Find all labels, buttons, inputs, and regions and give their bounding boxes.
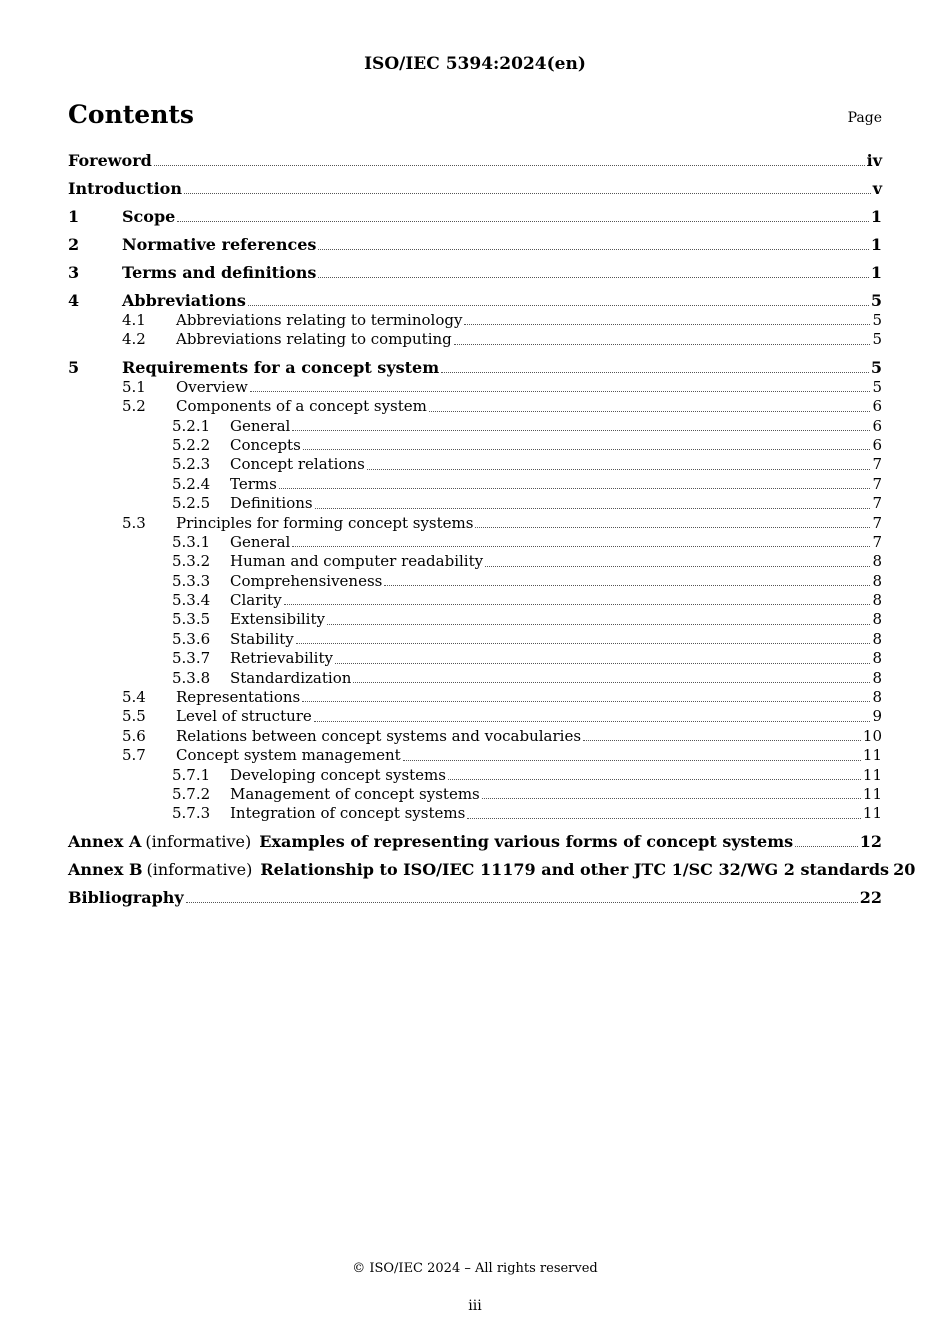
dot-leader bbox=[184, 192, 871, 194]
toc-entry-title: General bbox=[230, 416, 291, 435]
toc-entry-title: Examples of representing various forms of concept systems bbox=[259, 831, 794, 851]
dot-leader bbox=[467, 817, 861, 819]
toc-entry-title: Components of a concept system bbox=[176, 397, 427, 416]
dot-leader bbox=[353, 681, 870, 683]
toc-entry-number: 4.1 bbox=[122, 311, 146, 329]
toc-entry-number: 4.2 bbox=[122, 330, 146, 349]
toc-entry[interactable] bbox=[68, 436, 882, 455]
toc-entry-title: Abbreviations bbox=[122, 291, 246, 310]
toc-entry-number: 5.3.7 bbox=[172, 649, 211, 668]
toc-entry-title: Abbreviations relating to terminology bbox=[176, 311, 463, 329]
annex-type: (informative) bbox=[145, 831, 252, 851]
toc-entry-title: Relationship to ISO/IEC 11179 and other JTC 1/SC 32/WG 2 standards bbox=[260, 859, 890, 879]
dot-leader bbox=[314, 720, 871, 722]
toc-entry[interactable] bbox=[68, 785, 882, 804]
toc-entry-number: 5.2.3 bbox=[172, 455, 211, 474]
toc-entry-title: Terms and definitions bbox=[122, 263, 317, 282]
toc-entry-number: 5.3.1 bbox=[172, 532, 211, 551]
toc-entry-title: Definitions bbox=[230, 494, 313, 513]
toc-entry-number: 5.3 bbox=[122, 513, 146, 532]
toc-entry-number: 1 bbox=[68, 207, 80, 226]
toc-entry-title: Principles for forming concept systems bbox=[176, 513, 474, 532]
toc-entry-page: v bbox=[872, 179, 882, 198]
toc-entry[interactable] bbox=[68, 263, 882, 283]
toc-entry-title: Requirements for a concept system bbox=[122, 357, 440, 377]
dot-leader bbox=[335, 662, 870, 664]
toc-entry-title: Overview bbox=[176, 377, 248, 396]
dot-leader bbox=[292, 429, 870, 431]
toc-entry-title: Relations between concept systems and vocabularies bbox=[176, 726, 582, 745]
dot-leader bbox=[454, 343, 871, 345]
toc-entry-page: 7 bbox=[872, 532, 882, 551]
toc-entry[interactable] bbox=[68, 533, 882, 552]
toc-entry-number: 5.3.4 bbox=[172, 591, 211, 610]
toc-entry-number: 5.2 bbox=[122, 397, 146, 416]
toc-entry-page: 11 bbox=[862, 746, 882, 765]
dot-leader bbox=[296, 642, 871, 644]
toc-entry-number: 5.3.3 bbox=[172, 571, 211, 590]
toc-entry[interactable] bbox=[68, 859, 916, 880]
toc-entry-title: Standardization bbox=[230, 668, 352, 687]
toc-entry[interactable] bbox=[68, 475, 882, 494]
toc-entry[interactable] bbox=[68, 804, 882, 823]
dot-leader bbox=[302, 700, 870, 702]
toc-entry-number: 5.7.2 bbox=[172, 784, 211, 803]
toc-entry-title: Human and computer readability bbox=[230, 552, 484, 571]
toc-entry-page: 22 bbox=[859, 887, 882, 907]
toc-entry-page: 11 bbox=[862, 765, 882, 784]
toc-entry-title: Management of concept systems bbox=[230, 784, 480, 803]
toc-entry[interactable] bbox=[68, 727, 882, 746]
page-column-label: Page bbox=[847, 110, 882, 126]
toc-entry-number: 5.3.8 bbox=[172, 668, 211, 687]
toc-entry[interactable] bbox=[68, 669, 882, 688]
page-number: iii bbox=[468, 1298, 482, 1314]
toc-entry-title: Clarity bbox=[230, 591, 282, 610]
toc-entry[interactable] bbox=[68, 397, 882, 416]
toc-entry-number: 4 bbox=[68, 291, 80, 310]
dot-leader bbox=[441, 371, 869, 373]
toc-entry-number: 5.6 bbox=[122, 726, 146, 745]
toc-entry[interactable] bbox=[68, 358, 882, 378]
toc-entry-page: 8 bbox=[872, 629, 882, 648]
toc-entry[interactable] bbox=[68, 514, 882, 533]
copyright-footer: © ISO/IEC 2024 – All rights reserved bbox=[352, 1261, 598, 1276]
toc-entry-page: 6 bbox=[872, 435, 882, 454]
toc-entry[interactable] bbox=[68, 151, 882, 171]
dot-leader bbox=[177, 220, 869, 222]
toc-entry-page: 5 bbox=[870, 357, 882, 377]
toc-entry-title: Bibliography bbox=[68, 887, 184, 907]
toc-entry[interactable] bbox=[68, 591, 882, 610]
document-id-header: ISO/IEC 5394:2024(en) bbox=[364, 54, 586, 74]
toc-entry-page: 8 bbox=[872, 668, 882, 687]
dot-leader bbox=[248, 304, 869, 306]
toc-entry[interactable] bbox=[68, 330, 882, 349]
dot-leader bbox=[482, 797, 861, 799]
toc-entry-title: Concepts bbox=[230, 435, 301, 454]
toc-entry[interactable] bbox=[68, 417, 882, 436]
toc-entry-title: Concept relations bbox=[230, 455, 365, 474]
toc-entry-page: 5 bbox=[870, 291, 882, 310]
toc-entry-number: 5 bbox=[68, 357, 80, 377]
toc-entry-title: Integration of concept systems bbox=[230, 804, 466, 823]
toc-entry-number: 5.7 bbox=[122, 746, 146, 765]
toc-entry-number: 5.7.3 bbox=[172, 804, 211, 823]
toc-entry-number: 5.7.1 bbox=[172, 765, 211, 784]
toc-entry-title: Concept system management bbox=[176, 746, 401, 765]
dot-leader bbox=[154, 164, 865, 166]
dot-leader bbox=[284, 603, 871, 605]
toc-entry-page: 5 bbox=[872, 311, 882, 329]
toc-entry-number: 5.3.6 bbox=[172, 629, 211, 648]
toc-entry-page: 8 bbox=[872, 649, 882, 668]
toc-entry-title: Foreword bbox=[68, 151, 152, 170]
toc-entry-page: 9 bbox=[872, 707, 882, 726]
toc-entry-page: 7 bbox=[872, 494, 882, 513]
toc-entry-number: 5.2.4 bbox=[172, 474, 211, 493]
dot-leader bbox=[186, 901, 858, 903]
toc-entry-title: Scope bbox=[122, 207, 176, 226]
dot-leader bbox=[403, 759, 861, 761]
toc-entry-page: 10 bbox=[862, 726, 882, 745]
dot-leader bbox=[315, 507, 871, 509]
toc-entry-title: Level of structure bbox=[176, 707, 312, 726]
toc-entry[interactable] bbox=[68, 649, 882, 668]
toc-entry-page: 8 bbox=[872, 610, 882, 629]
dot-leader bbox=[429, 410, 871, 412]
toc-entry-page: 8 bbox=[872, 591, 882, 610]
dot-leader bbox=[292, 545, 870, 547]
toc-entry[interactable] bbox=[68, 207, 882, 227]
dot-leader bbox=[318, 248, 868, 250]
toc-entry-page: 7 bbox=[872, 455, 882, 474]
toc-entry-number: 5.2.2 bbox=[172, 435, 211, 454]
toc-entry-page: 5 bbox=[872, 377, 882, 396]
toc-entry[interactable] bbox=[68, 707, 882, 726]
toc-entry-title: Stability bbox=[230, 629, 294, 648]
toc-entry-title: Extensibility bbox=[230, 610, 325, 629]
toc-entry-page: 11 bbox=[862, 804, 882, 823]
annex-label: Annex A bbox=[68, 831, 142, 851]
dot-leader bbox=[464, 323, 870, 325]
toc-entry[interactable] bbox=[68, 766, 882, 785]
dot-leader bbox=[384, 584, 870, 586]
toc-entry-number: 5.5 bbox=[122, 707, 146, 726]
dot-leader bbox=[279, 487, 871, 489]
toc-entry-number: 5.3.5 bbox=[172, 610, 211, 629]
toc-entry-page: iv bbox=[866, 151, 882, 170]
toc-entry-title: General bbox=[230, 532, 291, 551]
dot-leader bbox=[485, 565, 870, 567]
dot-leader bbox=[327, 623, 870, 625]
toc-entry-page: 7 bbox=[872, 474, 882, 493]
toc-entry-page: 1 bbox=[870, 235, 882, 254]
toc-entry-number: 3 bbox=[68, 263, 80, 282]
toc-entry[interactable] bbox=[68, 494, 882, 513]
toc-entry[interactable] bbox=[68, 179, 882, 199]
toc-entry-number: 5.1 bbox=[122, 377, 146, 396]
toc-entry[interactable] bbox=[68, 235, 882, 255]
toc-entry-page: 6 bbox=[872, 397, 882, 416]
toc-entry-page: 5 bbox=[872, 330, 882, 349]
toc-entry[interactable] bbox=[68, 630, 882, 649]
annex-type: (informative) bbox=[146, 859, 253, 879]
toc-entry-page: 8 bbox=[872, 552, 882, 571]
toc-entry-title: Normative references bbox=[122, 235, 317, 254]
toc-entry[interactable] bbox=[68, 832, 882, 852]
toc-entry[interactable] bbox=[68, 610, 882, 629]
toc-entry[interactable] bbox=[68, 311, 882, 330]
toc-entry-number: 5.2.5 bbox=[172, 494, 211, 513]
contents-heading: Contents bbox=[68, 100, 195, 129]
toc-entry-number: 2 bbox=[68, 235, 80, 254]
dot-leader bbox=[250, 390, 871, 392]
toc-entry-title: Terms bbox=[230, 474, 277, 493]
table-of-contents bbox=[68, 151, 916, 908]
toc-entry-title: Developing concept systems bbox=[230, 765, 446, 784]
dot-leader bbox=[303, 448, 871, 450]
toc-entry[interactable] bbox=[68, 688, 882, 707]
annex-label: Annex B bbox=[68, 859, 143, 879]
toc-entry[interactable] bbox=[68, 378, 882, 397]
toc-entry-page: 7 bbox=[872, 513, 882, 532]
toc-entry-page: 11 bbox=[862, 784, 882, 803]
toc-entry-number: 5.2.1 bbox=[172, 416, 211, 435]
dot-leader bbox=[448, 778, 861, 780]
toc-entry-title: Introduction bbox=[68, 179, 182, 198]
dot-leader bbox=[475, 526, 870, 528]
toc-entry-page: 12 bbox=[859, 831, 882, 851]
toc-entry-title: Comprehensiveness bbox=[230, 571, 383, 590]
dot-leader bbox=[367, 468, 871, 470]
toc-entry[interactable] bbox=[68, 455, 882, 474]
dot-leader bbox=[318, 276, 868, 278]
toc-entry-page: 8 bbox=[872, 688, 882, 707]
dot-leader bbox=[583, 739, 861, 741]
toc-entry-title: Representations bbox=[176, 688, 301, 707]
toc-entry-page: 20 bbox=[893, 859, 916, 879]
toc-entry[interactable] bbox=[68, 572, 882, 591]
toc-entry[interactable] bbox=[68, 746, 882, 765]
toc-entry-page: 1 bbox=[870, 207, 882, 226]
toc-entry-number: 5.3.2 bbox=[172, 552, 211, 571]
toc-entry-page: 8 bbox=[872, 571, 882, 590]
toc-entry[interactable] bbox=[68, 888, 882, 908]
toc-entry-title: Retrievability bbox=[230, 649, 333, 668]
toc-entry-page: 6 bbox=[872, 416, 882, 435]
toc-entry-page: 1 bbox=[870, 263, 882, 282]
dot-leader bbox=[795, 845, 858, 847]
toc-entry-title: Abbreviations relating to computing bbox=[176, 330, 452, 349]
toc-entry-number: 5.4 bbox=[122, 688, 146, 707]
toc-entry[interactable] bbox=[68, 291, 882, 311]
toc-entry[interactable] bbox=[68, 552, 882, 571]
